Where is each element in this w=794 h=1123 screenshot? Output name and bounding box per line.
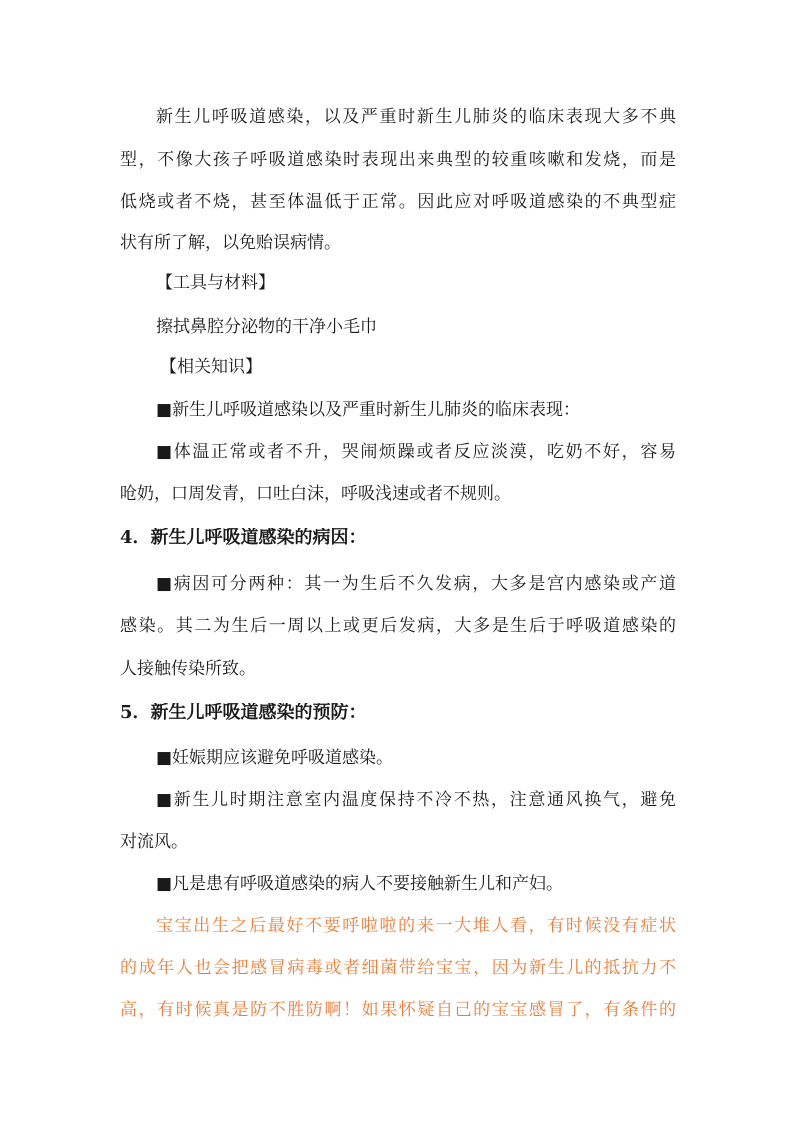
highlight-line-3: 高，有时候真是防不胜防啊！如果怀疑自己的宝宝感冒了，有条件的 [120,1000,676,1020]
section5-item-2-line-2: 对流风。 [120,832,188,852]
section5-item-3: ■凡是患有呼吸道感染的病人不要接触新生儿和产妇。 [156,874,564,894]
tools-text: 擦拭鼻腔分泌物的干净小毛巾 [156,317,377,337]
highlight-line-2: 的成年人也会把感冒病毒或者细菌带给宝宝，因为新生儿的抵抗力不 [120,958,676,978]
tools-heading: 【工具与材料】 [156,273,275,293]
knowledge-intro: ■新生儿呼吸道感染以及严重时新生儿肺炎的临床表现： [156,400,581,420]
para1-line-2: 型，不像大孩子呼吸道感染时表现出来典型的较重咳嗽和发烧，而是 [120,150,676,170]
section5-item-1: ■妊娠期应该避免呼吸道感染。 [156,748,394,768]
knowledge-symptoms-line-1: ■体温正常或者不升，哭闹烦躁或者反应淡漠，吃奶不好，容易 [156,442,676,462]
para1-line-3: 低烧或者不烧，甚至体温低于正常。因此应对呼吸道感染的不典型症 [120,192,676,212]
section4-line-1: ■病因可分两种：其一为生后不久发病，大多是宫内感染或产道 [156,574,676,594]
knowledge-heading: 【相关知识】 [160,357,262,377]
section4-line-3: 人接触传染所致。 [120,659,256,679]
para1-line-1: 新生儿呼吸道感染，以及严重时新生儿肺炎的临床表现大多不典 [156,107,676,127]
section5-item-2-line-1: ■新生儿时期注意室内温度保持不冷不热，注意通风换气，避免 [156,790,676,810]
section4-line-2: 感染。其二为生后一周以上或更后发病，大多是生后于呼吸道感染的 [120,616,676,636]
highlight-line-1: 宝宝出生之后最好不要呼啦啦的来一大堆人看，有时候没有症状 [156,916,676,936]
knowledge-symptoms-line-2: 呛奶，口周发青，口吐白沫，呼吸浅速或者不规则。 [120,484,511,504]
para1-line-4: 状有所了解，以免贻误病情。 [120,233,341,253]
section5-heading: 5．新生儿呼吸道感染的预防： [120,703,367,723]
section4-heading: 4．新生儿呼吸道感染的病因： [120,528,367,548]
